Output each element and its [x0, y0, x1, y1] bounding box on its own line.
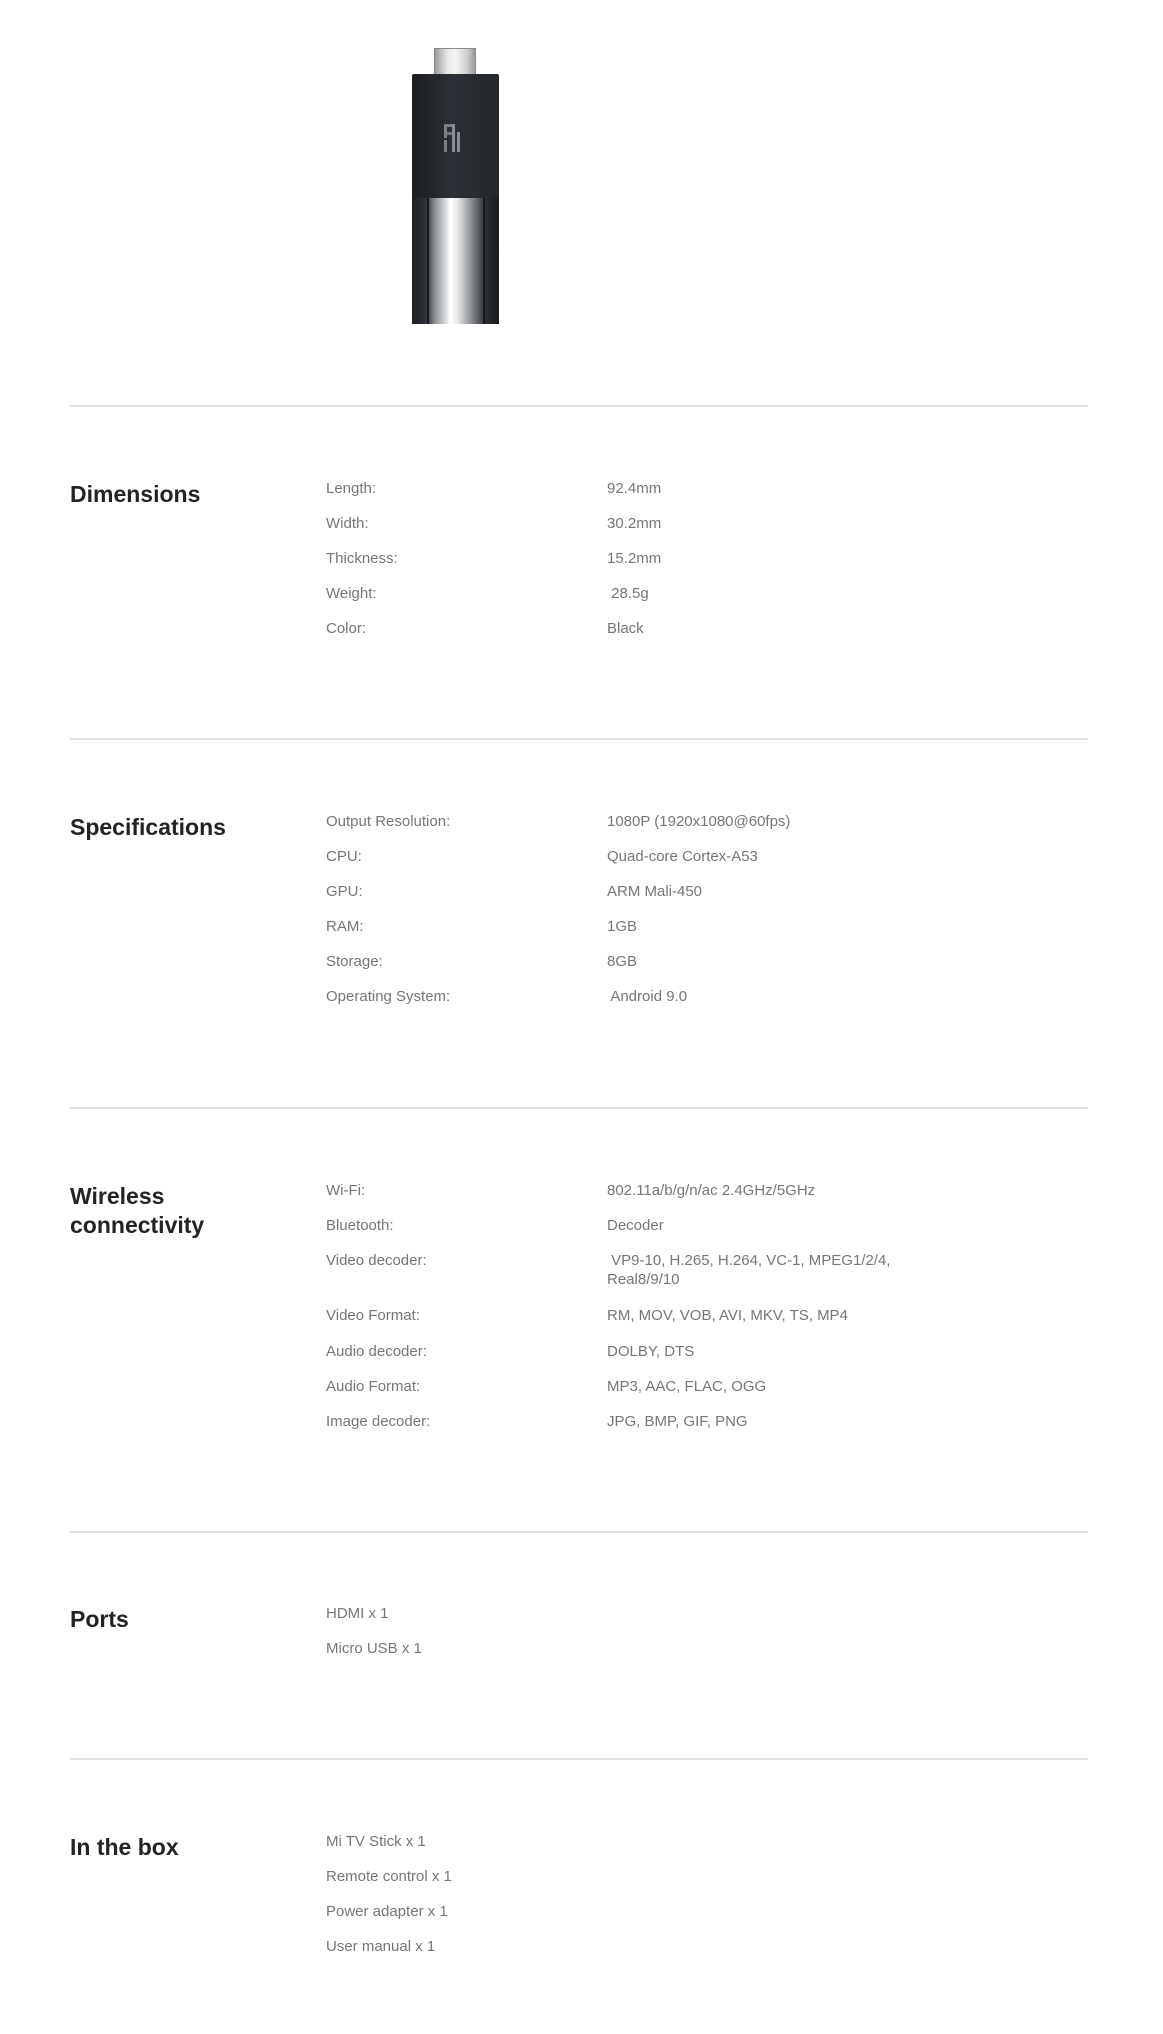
box-item-user-manual: User manual x 1	[326, 1938, 436, 1955]
spec-label-video-decoder: Video decoder:	[326, 1252, 427, 1269]
product-image	[412, 48, 499, 324]
spec-value-video-format: RM, MOV, VOB, AVI, MKV, TS, MP4	[607, 1307, 848, 1324]
spec-label-width: Width:	[326, 515, 369, 532]
spec-value-operating-system: Android 9.0	[607, 988, 688, 1005]
spec-value-length: 92.4mm	[607, 480, 662, 497]
section-divider	[70, 1758, 1088, 1760]
spec-value-video-decoder-line2: Real8/9/10	[607, 1271, 680, 1288]
spec-value-thickness: 15.2mm	[607, 550, 662, 567]
spec-value-video-decoder: VP9-10, H.265, H.264, VC-1, MPEG1/2/4,	[607, 1252, 891, 1269]
section-divider	[70, 1531, 1088, 1533]
section-title-line: connectivity	[70, 1212, 205, 1238]
box-item-power-adapter: Power adapter x 1	[326, 1903, 448, 1920]
section-title-line: Wireless	[70, 1183, 165, 1209]
spec-label-color: Color:	[326, 620, 367, 637]
spec-value-ram: 1GB	[607, 918, 638, 935]
section-divider	[70, 738, 1088, 740]
spec-value-wifi: 802.11a/b/g/n/ac 2.4GHz/5GHz	[607, 1182, 816, 1199]
spec-value-audio-decoder: DOLBY, DTS	[607, 1343, 695, 1360]
section-divider	[70, 405, 1088, 407]
spec-value-image-decoder: JPG, BMP, GIF, PNG	[607, 1413, 748, 1430]
spec-label-output-resolution: Output Resolution:	[326, 813, 451, 830]
spec-label-image-decoder: Image decoder:	[326, 1413, 431, 1430]
spec-label-gpu: GPU:	[326, 883, 363, 900]
spec-value-cpu: Quad-core Cortex-A53	[607, 848, 758, 865]
spec-label-storage: Storage:	[326, 953, 383, 970]
spec-label-thickness: Thickness:	[326, 550, 398, 567]
section-title-wireless-connectivity	[70, 1182, 300, 1240]
spec-value-width: 30.2mm	[607, 515, 662, 532]
spec-value-storage: 8GB	[607, 953, 638, 970]
box-item-remote-control: Remote control x 1	[326, 1868, 452, 1885]
spec-label-audio-decoder: Audio decoder:	[326, 1343, 427, 1360]
spec-label-bluetooth: Bluetooth:	[326, 1217, 394, 1234]
stick-body-top	[412, 74, 499, 198]
spec-value-gpu: ARM Mali-450	[607, 883, 703, 900]
spec-value-bluetooth: Decoder	[607, 1217, 664, 1234]
spec-label-length: Length:	[326, 480, 377, 497]
spec-value-output-resolution: 1080P (1920x1080@60fps)	[607, 813, 791, 830]
section-title-in-the-box: In the box	[70, 1834, 179, 1860]
section-title-specifications: Specifications	[70, 814, 226, 840]
spec-label-operating-system: Operating System:	[326, 988, 451, 1005]
stick-body-bottom	[412, 198, 499, 324]
ports-item-micro-usb: Micro USB x 1	[326, 1640, 422, 1657]
spec-label-weight: Weight:	[326, 585, 377, 602]
section-title-dimensions: Dimensions	[70, 481, 201, 507]
spec-label-video-format: Video Format:	[326, 1307, 420, 1324]
box-item-tv-stick: Mi TV Stick x 1	[326, 1833, 426, 1850]
spec-label-wifi: Wi-Fi:	[326, 1182, 366, 1199]
spec-value-weight: 28.5g	[607, 585, 649, 602]
hdmi-plug	[434, 48, 476, 75]
spec-label-ram: RAM:	[326, 918, 364, 935]
spec-value-audio-format: MP3, AAC, FLAC, OGG	[607, 1378, 767, 1395]
ports-item-hdmi: HDMI x 1	[326, 1605, 389, 1622]
spec-label-audio-format: Audio Format:	[326, 1378, 421, 1395]
spec-label-cpu: CPU:	[326, 848, 362, 865]
section-divider	[70, 1107, 1088, 1109]
mi-logo-icon	[442, 122, 464, 154]
section-title-ports: Ports	[70, 1606, 129, 1632]
spec-value-color: Black	[607, 620, 644, 637]
